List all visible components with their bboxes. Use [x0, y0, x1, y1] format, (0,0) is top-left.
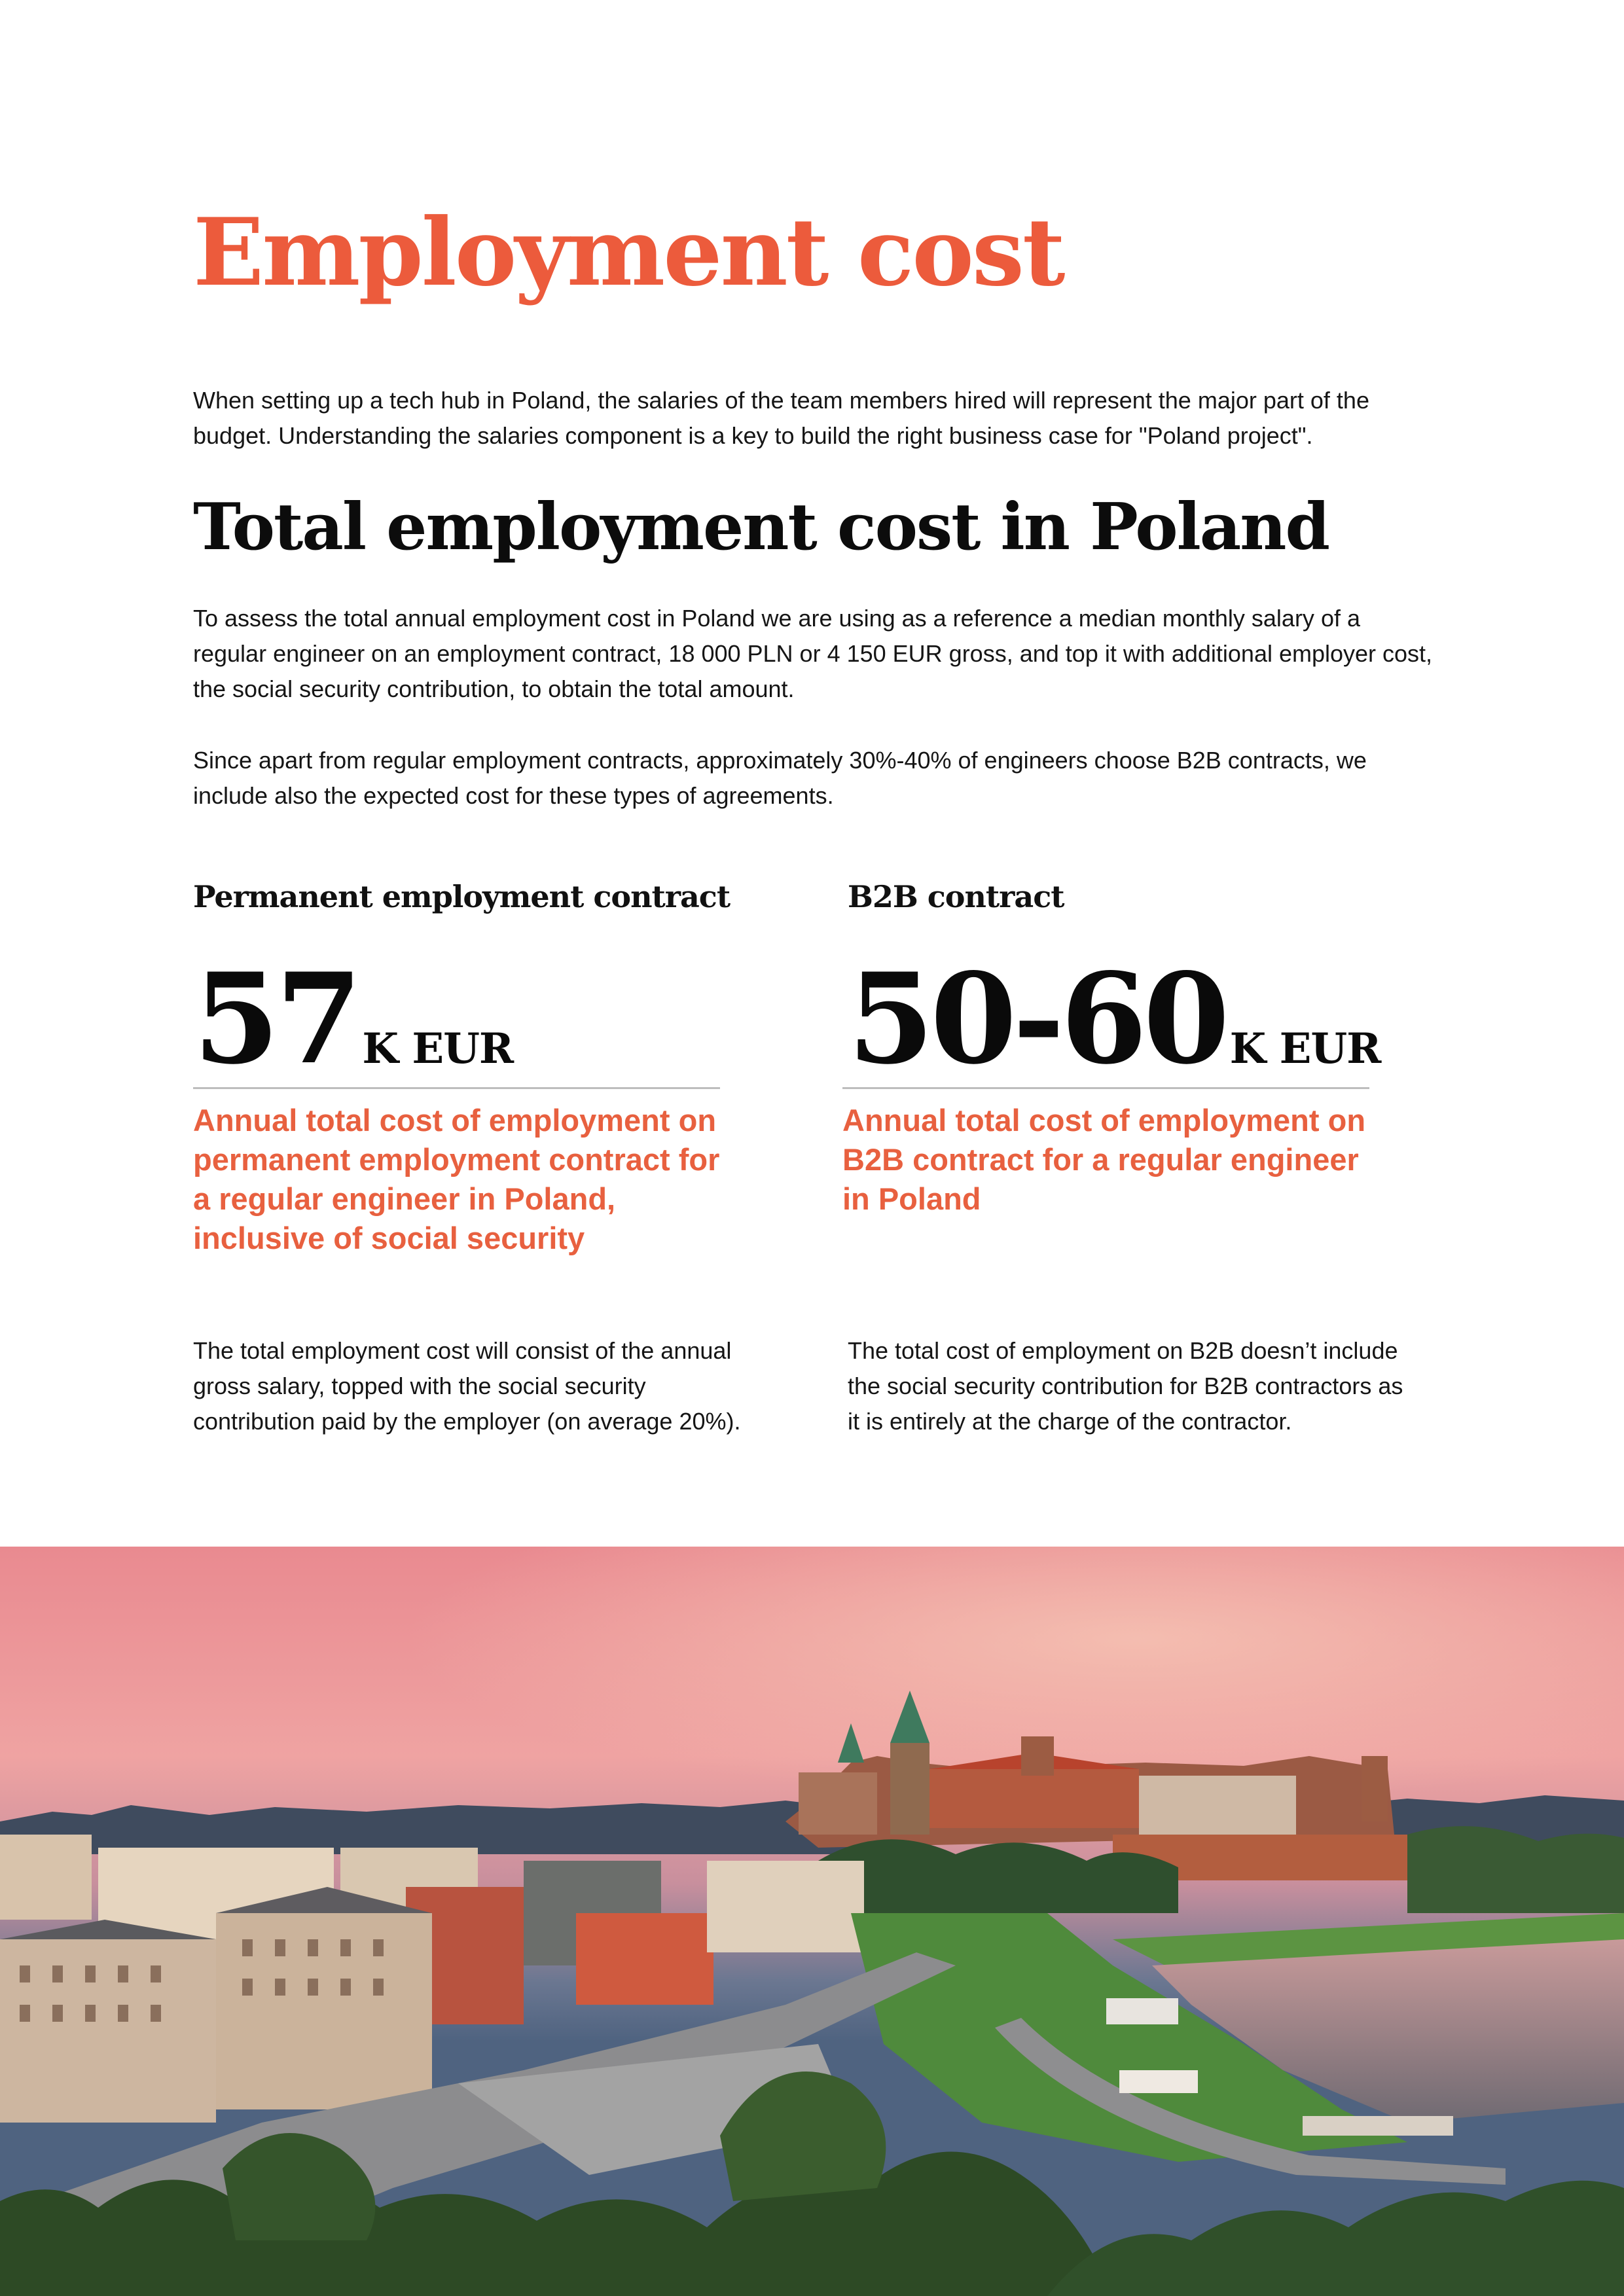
- b2b-contract-heading: B2B contract: [848, 879, 1064, 914]
- section-title: Total employment cost in Poland: [193, 490, 1329, 565]
- reference-salary-paragraph: To assess the total annual employment cost in Poland we are using as a reference a median monthly salary of a regular engineer on an employment contract, 18 000 PLN or 4 150 EUR gross, and top it with additional employer cost, the social security contribution, to obtain the total amount.: [193, 605, 1433, 702]
- permanent-cost-unit: K EUR: [362, 1024, 514, 1073]
- page-title: Employment cost: [193, 198, 1064, 307]
- b2b-cost-description: Annual total cost of employment on B2B contract for a regular engineer in Poland: [842, 1103, 1366, 1216]
- b2b-cost-value: 50-60: [848, 946, 1226, 1092]
- b2b-cost-figure: [848, 946, 1417, 1092]
- b2b-contract-column: [842, 877, 1417, 1435]
- b2b-cost-unit: K EUR: [1229, 1024, 1381, 1073]
- permanent-contract-column: [193, 877, 763, 1435]
- permanent-cost-figure: [193, 946, 763, 1092]
- krakow-city-photo: [0, 1547, 1624, 2296]
- permanent-cost-description: Annual total cost of employment on permanent employment contract for a regular engineer in Poland, inclusive of social security: [193, 1103, 720, 1255]
- permanent-cost-value: 57: [193, 946, 359, 1092]
- b2b-cost-body: The total cost of employment on B2B doesn’t include the social security contribution for B2B contractors as it is entirely at the charge of the contractor.: [848, 1337, 1403, 1435]
- b2b-share-paragraph: Since apart from regular employment contracts, approximately 30%-40% of engineers choose B2B contracts, we include also the expected cost for these types of agreements.: [193, 747, 1367, 809]
- permanent-cost-body: The total employment cost will consist of the annual gross salary, topped with the social security contribution paid by the employer (on average 20%).: [193, 1337, 741, 1435]
- permanent-contract-heading: Permanent employment contract: [193, 879, 731, 914]
- intro-paragraph: When setting up a tech hub in Poland, the salaries of the team members hired will represent the major part of the budget. Understanding the salaries component is a key to build the right business case for "Poland project".: [193, 387, 1369, 449]
